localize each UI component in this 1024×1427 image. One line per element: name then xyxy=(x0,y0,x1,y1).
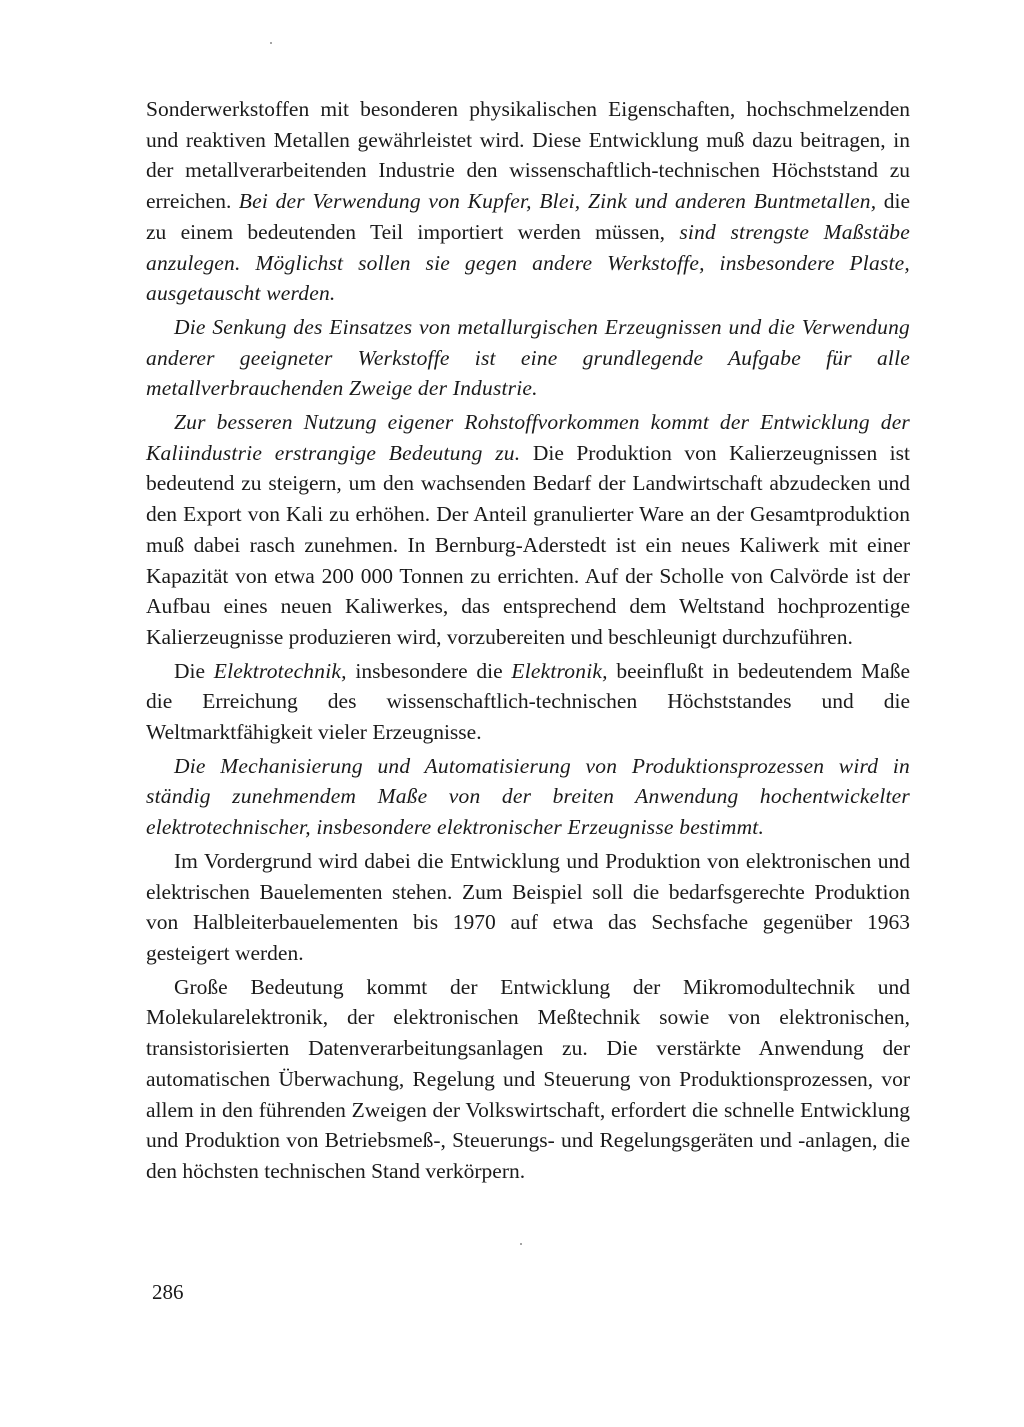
body-text xyxy=(146,94,910,1187)
scan-speck xyxy=(520,1243,522,1245)
scan-speck xyxy=(270,42,272,44)
paragraph xyxy=(146,751,910,843)
italic-text: Zur besseren Nutzung eigener Rohstoffvorkommen kommt der Entwicklung der Kaliindustrie erstrangige Bedeutung zu. xyxy=(146,410,910,465)
body-text-run: insbesondere die xyxy=(346,658,512,683)
paragraph xyxy=(146,846,910,969)
body-text-run: Die xyxy=(174,658,214,683)
italic-text: Elektrotechnik, xyxy=(213,658,347,683)
paragraph xyxy=(146,407,910,653)
paragraph xyxy=(146,312,910,404)
body-text-run: Die Produktion von Kalierzeugnissen ist bedeutend zu steigern, um den wachsenden Bedarf der Landwirtschaft abzudecken und den Export von Kali zu erhöhen. Der Anteil granulierter Ware an der Gesamtproduktion muß dabei rasch zunehmen. In Bernburg-Aderstedt ist ein neues Kaliwerk mit einer Kapazität von etwa 200 000 Tonnen zu errichten. Auf der Scholle von Calvörde ist der Aufbau eines neuen Kaliwerkes, das entsprechend dem Weltstand hochprozentige Kalierzeugnisse produzieren wird, vorzubereiten und beschleunigt durchzuführen. xyxy=(146,440,910,649)
italic-text: sind strengste Maßstäbe anzulegen. Möglichst sollen sie gegen andere Werkstoffe, insbesondere Plaste, ausgetauscht werden. xyxy=(146,219,911,306)
italic-text: Elektronik, xyxy=(511,658,608,683)
paragraph xyxy=(146,656,910,748)
body-text-run: beeinflußt in bedeutendem Maße die Erreichung des wissenschaftlich-technischen Höchststandes und die Weltmarktfähigkeit vieler Erzeugnisse. xyxy=(146,658,910,745)
italic-text: Die Senkung des Einsatzes von metallurgischen Erzeugnissen und die Verwendung anderer geeigneter Werkstoffe ist eine grundlegende Aufgabe für alle metallverbrauchenden Zweige der Industrie. xyxy=(146,314,910,401)
body-text-run: Sonderwerkstoffen mit besonderen physikalischen Eigenschaften, hochschmelzenden und reaktiven Metallen gewährleistet wird. Diese Entwicklung muß dazu beitragen, in der metallverarbeitenden Industrie den wissenschaftlich-technischen Höchststand zu erreichen. xyxy=(146,97,910,214)
italic-text: Bei der Verwendung von Kupfer, Blei, Zink und anderen Buntmetallen, xyxy=(238,189,877,214)
page-number: 286 xyxy=(152,1280,184,1304)
body-text-run: Große Bedeutung kommt der Entwicklung der Mikromodultechnik und Molekularelektronik, der elektronischen Meßtechnik sowie von elektronischen, transistorisierten Datenverarbeitungsanlagen zu. Die verstärkte Anwendung der automatischen Überwachung, Regelung und Steuerung von Produktionsprozessen, vor allem in den führenden Zweigen der Volkswirtschaft, erfordert die schnelle Entwicklung und Produktion von Betriebsmeß-, Steuerungs- und Regelungsgeräten und -anlagen, die den höchsten technischen Stand verkörpern. xyxy=(146,974,910,1183)
paragraph xyxy=(146,94,910,309)
paragraph xyxy=(146,972,910,1187)
body-text-run: die zu einem bedeutenden Teil importiert werden müssen, xyxy=(146,189,910,244)
italic-text: Die Mechanisierung und Automatisierung von Produktionsprozessen wird in ständig zunehmendem Maße von der breiten Anwendung hochentwickelter elektrotechnischer, insbesondere elektronischer Erzeugnisse bestimmt. xyxy=(146,753,910,840)
body-text-run: Im Vordergrund wird dabei die Entwicklung und Produktion von elektronischen und elektrischen Bauelementen stehen. Zum Beispiel soll die bedarfsgerechte Produktion von Halbleiterbauelementen bis 1970 auf etwa das Sechsfache gegenüber 1963 gesteigert werden. xyxy=(146,848,910,965)
